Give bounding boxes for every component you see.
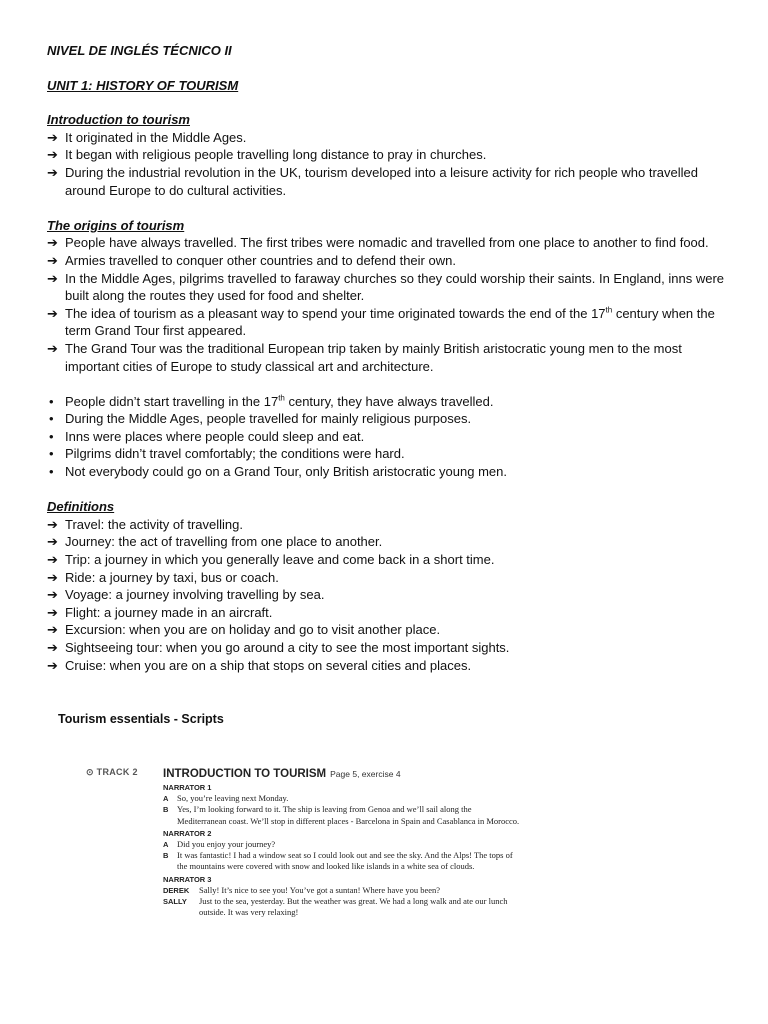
list-item: ➔ Sightseeing tour: when you go around a city to see the most important sights. xyxy=(47,640,510,655)
dialog-line: A Did you enjoy your journey? xyxy=(163,839,276,850)
list-item: ➔ In the Middle Ages, pilgrims travelled to faraway churches so they could worship their saints. In England, inns were built along the routes they used for food and shelter. xyxy=(47,270,725,304)
arrow-icon: ➔ xyxy=(47,235,58,251)
page-reference: Page 5, exercise 4 xyxy=(330,769,401,779)
list-item: • Pilgrims didn’t travel comfortably; the conditions were hard. xyxy=(49,446,405,462)
arrow-icon: ➔ xyxy=(47,129,58,145)
arrow-icon: ➔ xyxy=(47,657,58,673)
list-item: ➔ Flight: a journey made in an aircraft. xyxy=(47,604,273,620)
list-item: ➔ The idea of tourism as a pleasant way to spend your time originated towards the end of the 17th century when the term Grand Tour first appeared. xyxy=(47,305,715,339)
track-heading: INTRODUCTION TO TOURISM Page 5, exercise 4 xyxy=(163,768,401,780)
list-item: ➔ Ride: a journey by taxi, bus or coach. xyxy=(47,569,279,585)
definitions-list xyxy=(47,516,737,674)
arrow-icon: ➔ xyxy=(47,164,58,180)
arrow-icon: ➔ xyxy=(47,587,58,603)
dialog-line: B Yes, I’m looking forward to it. The ship is leaving from Genoa and we’ll sail along the Mediterranean coast. We’ll stop in different places - Barcelona in Spain and Casablanca in Morocco. xyxy=(163,804,520,826)
list-item: • People didn’t start travelling in the 17th century, they have always travelled. xyxy=(49,393,494,409)
narrator-label: NARRATOR 3 xyxy=(163,874,212,884)
bullet-icon: • xyxy=(49,446,54,462)
script-excerpt xyxy=(58,712,528,918)
list-item: ➔ Journey: the act of travelling from one place to another. xyxy=(47,534,383,550)
arrow-icon: ➔ xyxy=(47,305,58,321)
list-item: ➔ During the industrial revolution in the UK, tourism developed into a leisure activity for rich people who travelled around Europe to do cultural activities. xyxy=(47,164,698,198)
origins-list xyxy=(47,234,737,375)
list-item: ➔ Travel: the activity of travelling. xyxy=(47,516,243,532)
arrow-icon: ➔ xyxy=(47,640,58,655)
dialog-line: SALLY Just to the sea, yesterday. But the weather was great. We had a long walk and ate our lunch outside. It was very relaxing! xyxy=(163,896,508,918)
list-item: ➔ Armies travelled to conquer other countries and to defend their own. xyxy=(47,252,456,268)
list-item: ➔ It began with religious people travelling long distance to pray in churches. xyxy=(47,147,487,163)
list-item: • Not everybody could go on a Grand Tour, only British aristocratic young men. xyxy=(49,464,507,480)
dialog-line: DEREK Sally! It’s nice to see you! You’ve got a suntan! Where have you been? xyxy=(163,884,441,895)
arrow-icon: ➔ xyxy=(47,147,58,163)
arrow-icon: ➔ xyxy=(47,270,58,286)
bullet-icon: • xyxy=(49,411,54,427)
section-heading-origins: The origins of tourism xyxy=(47,217,185,233)
list-item: ➔ Excursion: when you are on holiday and go to visit another place. xyxy=(47,622,441,638)
unit-title: UNIT 1: HISTORY OF TOURISM xyxy=(47,77,239,93)
arrow-icon: ➔ xyxy=(47,569,58,585)
list-item: ➔ The Grand Tour was the traditional European trip taken by mainly British aristocratic young men to the most important cities of Europe to study classical art and architecture. xyxy=(47,340,682,374)
list-item: ➔ Trip: a journey in which you generally leave and come back in a short time. xyxy=(47,552,495,568)
list-item: • During the Middle Ages, people travelled for mainly religious purposes. xyxy=(49,411,472,427)
arrow-icon: ➔ xyxy=(47,534,58,550)
bullet-icon: • xyxy=(49,428,54,444)
track-icon: ⊙ xyxy=(86,767,94,777)
list-item: ➔ Cruise: when you are on a ship that stops on several cities and places. xyxy=(47,657,472,673)
bullet-icon: • xyxy=(49,464,54,480)
arrow-icon: ➔ xyxy=(47,252,58,268)
document-title: NIVEL DE INGLÉS TÉCNICO II xyxy=(47,43,232,58)
narrator-label: NARRATOR 2 xyxy=(163,828,212,838)
arrow-icon: ➔ xyxy=(47,552,58,568)
dialog-line: A So, you’re leaving next Monday. xyxy=(163,793,289,804)
section-heading-definitions: Definitions xyxy=(47,499,115,515)
arrow-icon: ➔ xyxy=(47,622,58,638)
section-heading-intro: Introduction to tourism xyxy=(47,112,190,128)
arrow-icon: ➔ xyxy=(47,604,58,620)
track-label: ⊙ TRACK 2 xyxy=(86,767,138,777)
list-item: ➔ Voyage: a journey involving travelling by sea. xyxy=(47,587,325,603)
bullet-icon: • xyxy=(49,393,54,409)
dialog-line: B It was fantastic! I had a window seat so I could look out and see the sky. And the Alps! The tops of the mountains were covered with snow and looked like islands in a white sea of clouds. xyxy=(163,850,513,872)
arrow-icon: ➔ xyxy=(47,516,58,532)
arrow-icon: ➔ xyxy=(47,340,58,356)
list-item: • Inns were places where people could sleep and eat. xyxy=(49,428,365,444)
document-page xyxy=(47,42,737,674)
summary-bullet-list xyxy=(47,393,737,481)
dialog-text xyxy=(163,781,523,918)
intro-list xyxy=(47,129,737,199)
list-item: ➔ People have always travelled. The first tribes were nomadic and travelled from one place to another to find food. xyxy=(47,235,709,251)
narrator-label: NARRATOR 1 xyxy=(163,783,212,792)
script-title: Tourism essentials - Scripts xyxy=(58,712,224,726)
list-item: ➔ It originated in the Middle Ages. xyxy=(47,129,247,145)
